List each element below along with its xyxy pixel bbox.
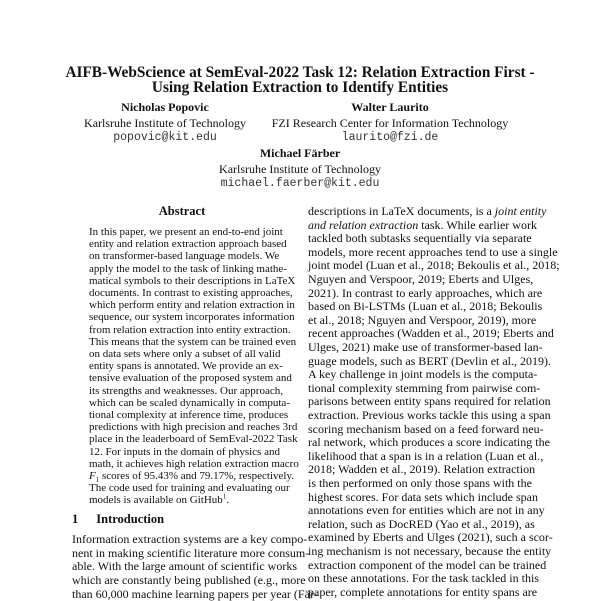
text-line — [89, 470, 295, 485]
text-line: tional complexity stemming from pairwise com- — [308, 380, 541, 395]
author-name: Michael Färber — [259, 146, 341, 160]
text-line: The code used for training and evaluating our — [89, 482, 290, 495]
text-line: based on Bi-LSTMs (Luan et al., 2018; Bekoulis — [308, 299, 543, 314]
text-line: sequence, our system incorporates information — [89, 311, 295, 324]
author-block-1 — [65, 100, 265, 144]
text-line: entity spans is annotated. We provide an ex- — [89, 360, 283, 373]
text-line: examined by Eberts and Ulges (2021), such a scor- — [308, 530, 553, 545]
text-line: on transformer-based language models. We — [89, 250, 280, 263]
section-number: 1 — [72, 512, 79, 526]
paper-title-line-1: AIFB-WebScience at SemEval-2022 Task 12: Relation Extraction First - — [65, 64, 535, 81]
text-line: on data sets where only a subset of all valid — [89, 348, 281, 360]
author-name: Nicholas Popovic — [121, 100, 209, 114]
text-line: than 60,000 machine learning papers per year (Fär- — [72, 586, 318, 601]
footnote-marker[interactable]: 1 — [222, 492, 227, 501]
text-line: 2021). In contrast to early approaches, which are — [308, 285, 543, 300]
text-line: guage models, such as BERT (Devlin et al., 2019). — [308, 353, 552, 368]
text-line: Information extraction systems are a key compo- — [72, 532, 308, 546]
section-title: Introduction — [96, 512, 165, 526]
text-line: place in the leaderboard of SemEval-2022 Task — [89, 433, 298, 446]
text-line: from relation extraction into entity extraction. — [89, 323, 291, 336]
text-line: able. With the large amount of scientific works — [72, 559, 298, 574]
text-span: . — [226, 494, 230, 507]
text-line: models, more recent approaches tend to use a single — [308, 244, 558, 259]
text-line: A key challenge in joint models is the computa- — [308, 367, 538, 382]
text-line: which are constantly being published (e.g., more — [72, 572, 306, 587]
author-block-3 — [200, 146, 400, 190]
text-span: F — [89, 470, 96, 482]
text-line: predictions with high precision and reaches 3rd — [89, 421, 298, 434]
text-line: nent in making scientific literature more consum- — [72, 545, 310, 560]
text-span: and relation extraction — [308, 217, 419, 232]
text-span: 1 — [95, 476, 100, 485]
text-span: descriptions in LaTeX documents, is a — [308, 204, 495, 218]
text-line: relation, such as DocRED (Yao et al., 2019), as — [308, 516, 535, 531]
text-line: which perform entity and relation extraction in — [89, 299, 295, 312]
text-line: extraction component of the model can be trained — [308, 557, 547, 572]
text-line: In this paper, we present an end-to-end joint — [89, 226, 283, 238]
text-span: task. While earlier work — [418, 217, 537, 232]
text-line: extraction. Previous works tackle this using a span — [308, 408, 551, 422]
text-span: scores of 95.43% and 79.17%, respectively. — [99, 470, 295, 482]
text-line: documents. In contrast to existing approaches, — [89, 287, 293, 299]
text-line: on these annotations. For the task tackled in this — [308, 571, 539, 586]
author-affiliation: Karlsruhe Institute of Technology — [219, 162, 381, 176]
text-line: recent approaches (Wadden et al., 2019; Eberts and — [308, 326, 554, 341]
text-line: is then performed on only those spans with the — [308, 476, 532, 490]
author-affiliation: FZI Research Center for Information Technology — [271, 116, 509, 130]
text-line: paper, complete annotations for entity spans are — [308, 584, 538, 599]
author-email[interactable]: michael.faerber@kit.edu — [220, 177, 380, 190]
abstract-heading: Abstract — [158, 204, 206, 218]
text-line: parisons between entity spans required for relation — [308, 394, 551, 409]
text-line: This means that the system can be trained even — [89, 335, 297, 348]
text-line: 2018; Wadden et al., 2019). Relation extraction — [308, 462, 536, 477]
text-line: scoring mechanism based on a feed forward neu- — [308, 421, 544, 436]
text-span: joint entity — [494, 204, 547, 218]
text-line: its strengths and weaknesses. Our approach, — [89, 384, 283, 397]
text-line: tensive evaluation of the proposed system and — [89, 372, 292, 385]
text-line — [308, 204, 547, 219]
text-line: which can be scaled dynamically in computa- — [89, 396, 290, 409]
text-line: et al., 2018; Nguyen and Verspoor, 2019), more — [308, 312, 537, 327]
text-line: highest scores. For data sets which include span — [308, 489, 538, 504]
text-line: apply the model to the task of linking mathe- — [89, 262, 287, 275]
section-heading-introduction — [72, 512, 164, 527]
text-line: ing mechanism is not necessary, because the entity — [308, 544, 552, 558]
text-line: math, it achieves high relation extraction macro — [89, 457, 299, 470]
paper-title-line-2: Using Relation Extraction to Identify Entities — [151, 79, 449, 96]
text-line: matical symbols to their descriptions in LaTeX — [89, 274, 296, 287]
text-line: ral network, which produces a score indicating the — [308, 435, 550, 450]
author-email[interactable]: popovic@kit.edu — [113, 131, 217, 144]
text-line: entity and relation extraction approach based — [89, 238, 287, 251]
text-line — [308, 217, 537, 233]
text-line — [89, 494, 276, 506]
author-block-2 — [270, 100, 510, 144]
text-line: tional complexity at inference time, produces — [89, 409, 289, 421]
text-line: Nguyen and Verspoor, 2019; Eberts and Ulges, — [308, 272, 534, 286]
author-email[interactable]: laurito@fzi.de — [341, 131, 439, 144]
text-line: annotations even for entities which are not in any — [308, 503, 545, 518]
text-line: joint model (Luan et al., 2018; Bekoulis et al., 2018; — [308, 258, 560, 273]
text-line: 12. For inputs in the domain of physics and — [89, 445, 280, 458]
text-span: models is available on GitHub — [89, 494, 223, 507]
text-line: tackled both subtasks sequentially via separate — [308, 231, 532, 246]
text-line: Ulges, 2021) make use of transformer-based lan- — [308, 340, 543, 354]
author-affiliation: Karlsruhe Institute of Technology — [84, 116, 246, 130]
author-name: Walter Laurito — [351, 100, 429, 114]
text-line: likelihood that a span is in a relation (Luan et al., — [308, 448, 544, 463]
